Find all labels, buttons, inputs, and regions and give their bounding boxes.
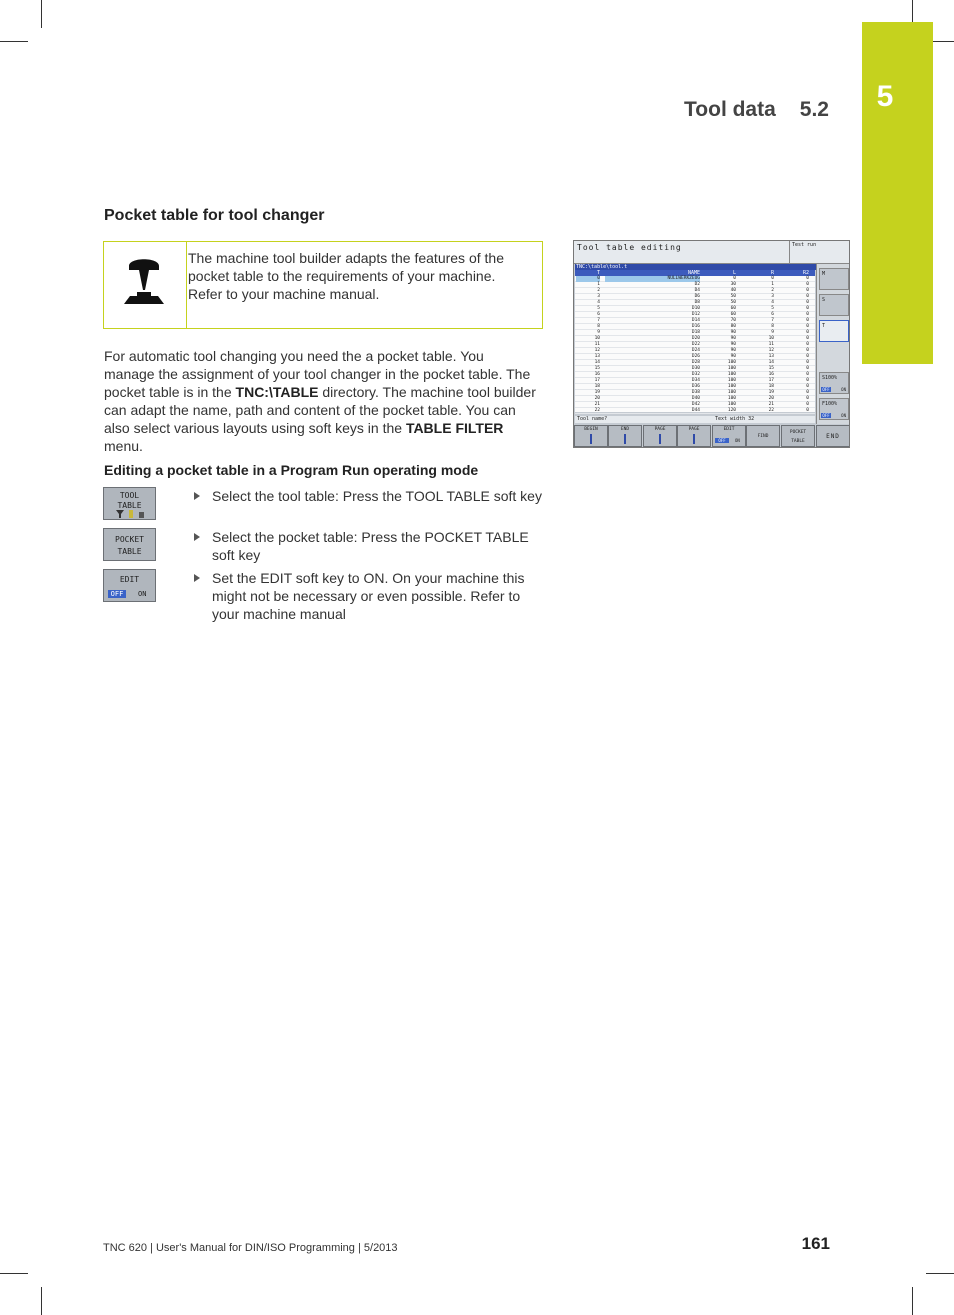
step-text: Select the pocket table: Press the POCKET TABLE soft key: [212, 529, 529, 563]
machine-note: [103, 241, 543, 329]
table-cell: 0: [806, 408, 809, 413]
table-cell: 14: [594, 360, 600, 365]
body-text-2: directory. The machine tool builder can adapt the name, path and content of the pocket table. You can also select various layouts using soft keys in the: [104, 384, 536, 436]
body-text-3: menu.: [104, 438, 143, 454]
table-cell: D42: [691, 402, 700, 407]
table-cell: 0: [806, 336, 809, 341]
table-cell: D14: [691, 318, 700, 323]
table-cell: 4: [597, 300, 600, 305]
table-cell: 10: [768, 336, 774, 341]
table-cell: 90: [730, 354, 736, 359]
table-cell: 0: [806, 288, 809, 293]
table-cell: 0: [806, 312, 809, 317]
table-cell: 0: [733, 276, 736, 281]
table-cell: 0: [806, 342, 809, 347]
table-cell: 0: [806, 354, 809, 359]
table-cell: 70: [730, 318, 736, 323]
table-cell: 60: [730, 306, 736, 311]
table-cell: 80: [730, 324, 736, 329]
table-cell: 7: [771, 318, 774, 323]
table-cell: 0: [806, 330, 809, 335]
step-text: Select the tool table: Press the TOOL TABLE soft key: [212, 488, 542, 504]
table-cell: D36: [691, 384, 700, 389]
end-softkey: [608, 425, 642, 447]
softkey-label: END: [620, 427, 630, 432]
arrow-up-icon: [659, 434, 661, 444]
crop-mark: [912, 1287, 913, 1315]
table-cell: 8: [771, 324, 774, 329]
table-cell: 0: [806, 402, 809, 407]
body-paragraph: [104, 347, 536, 455]
table-cell: 100: [727, 384, 736, 389]
table-cell: D24: [691, 348, 700, 353]
side-spindle: [819, 372, 849, 394]
table-cell: 18: [768, 384, 774, 389]
side-label: S: [822, 297, 826, 303]
note-divider: [186, 242, 187, 328]
table-cell: 40: [730, 288, 736, 293]
table-cell: 0: [806, 384, 809, 389]
on-indicator: ON: [735, 438, 740, 443]
softkey-line-2: TABLE: [117, 501, 142, 510]
table-cell: 11: [594, 342, 600, 347]
table-cell: 19: [594, 390, 600, 395]
table-cell: 12: [594, 348, 600, 353]
table-cell: 22: [594, 408, 600, 413]
begin-softkey: [574, 425, 608, 447]
table-cell: 100: [727, 396, 736, 401]
table-cell: 15: [594, 366, 600, 371]
table-cell: 0: [771, 276, 774, 281]
find-softkey: [746, 425, 780, 447]
page-up-softkey: [643, 425, 677, 447]
table-cell: 11: [768, 342, 774, 347]
arrow-down-icon: [693, 434, 695, 444]
table-cell: 100: [727, 390, 736, 395]
end-key: END: [816, 425, 850, 447]
body-text-1: For automatic tool changing you need the a pocket table. You manage the assignment of your tool changer in the pocket table. The pocket table is in the: [104, 348, 531, 400]
table-cell: 0: [576, 276, 600, 282]
crop-mark: [0, 41, 28, 42]
table-cell: 7: [597, 318, 600, 323]
crop-mark: [41, 0, 42, 28]
step-item: [194, 487, 540, 523]
table-cell: 21: [594, 402, 600, 407]
table-cell: 100: [727, 366, 736, 371]
file-path: TNC:\table\tool.t: [575, 264, 816, 270]
arrow-down-icon: [624, 434, 626, 444]
table-cell: 4: [771, 300, 774, 305]
table-cell: D2: [694, 282, 700, 287]
table-cell: 0: [806, 396, 809, 401]
header-title: Tool data: [684, 98, 776, 121]
table-cell: 6: [771, 312, 774, 317]
table-cell: 20: [768, 396, 774, 401]
running-header: [600, 98, 829, 122]
softkey-label: EDIT: [723, 427, 735, 432]
edit-softkey: [103, 569, 156, 602]
menu-name: TABLE FILTER: [405, 420, 504, 436]
table-cell: 0: [806, 366, 809, 371]
table-cell: D18: [691, 330, 700, 335]
on-indicator: ON: [138, 590, 147, 598]
table-cell: 0: [806, 306, 809, 311]
table-cell: 0: [806, 324, 809, 329]
step-text: Set the EDIT soft key to ON. On your machine this might not be necessary or even possible. Refer to your machine manual: [212, 570, 525, 622]
side-feed: [819, 398, 849, 420]
softkey-line-1: POCKET: [115, 535, 144, 544]
side-t: [819, 320, 849, 342]
table-cell: 9: [771, 330, 774, 335]
off-indicator: OFF: [822, 413, 830, 418]
table-cell: 0: [806, 294, 809, 299]
table-cell: D16: [691, 324, 700, 329]
on-indicator: ON: [841, 387, 846, 392]
screen-title: Tool table editing: [574, 241, 789, 264]
table-cell: 14: [768, 360, 774, 365]
table-cell: 15: [768, 366, 774, 371]
table-cell: 3: [597, 294, 600, 299]
table-cell: D12: [691, 312, 700, 317]
table-cell: NULLWERKZEUG: [605, 276, 700, 282]
table-cell: 100: [727, 402, 736, 407]
table-cell: 100: [727, 372, 736, 377]
table-cell: D10: [691, 306, 700, 311]
status-prompt: Tool name?: [577, 416, 608, 422]
side-label: M: [822, 271, 826, 277]
crop-mark: [41, 1287, 42, 1315]
table-cell: 100: [727, 360, 736, 365]
table-cell: D32: [691, 372, 700, 377]
table-cell: 0: [806, 282, 809, 287]
table-cell: 0: [806, 390, 809, 395]
subsection-title: Editing a pocket table in a Program Run operating mode: [104, 462, 479, 478]
step-bullet-icon: [194, 492, 200, 500]
crop-mark: [926, 1273, 954, 1274]
table-cell: 0: [806, 300, 809, 305]
table-cell: 1: [597, 282, 600, 287]
table-cell: 16: [768, 372, 774, 377]
edit-softkey-screen: [712, 425, 746, 447]
side-label: T: [822, 323, 826, 329]
step-item: [194, 528, 540, 564]
off-indicator: OFF: [108, 590, 126, 598]
table-cell: 12: [768, 348, 774, 353]
header-cell: R2: [802, 270, 809, 276]
table-cell: 9: [597, 330, 600, 335]
table-cell: 0: [806, 378, 809, 383]
section-title: Pocket table for tool changer: [104, 207, 325, 224]
side-m: [819, 268, 849, 290]
side-label: S100%: [822, 375, 838, 381]
table-cell: 8: [597, 324, 600, 329]
table-cell: 90: [730, 330, 736, 335]
table-cell: 50: [730, 300, 736, 305]
tool-table: [575, 270, 815, 412]
step-bullet-icon: [194, 574, 200, 582]
table-row: [575, 408, 815, 414]
chapter-number: 5: [876, 80, 894, 113]
table-cell: 0: [806, 372, 809, 377]
table-cell: 13: [768, 354, 774, 359]
on-indicator: ON: [841, 413, 846, 418]
directory-name: TNC:\TABLE: [235, 384, 319, 400]
pocket-table-softkey: [103, 528, 156, 561]
table-cell: 6: [597, 312, 600, 317]
chapter-tab: [862, 22, 933, 364]
header-cell: NAME: [687, 270, 700, 276]
table-cell: D28: [691, 360, 700, 365]
table-cell: 20: [594, 396, 600, 401]
table-cell: 90: [730, 348, 736, 353]
table-cell: 3: [771, 294, 774, 299]
table-cell: D30: [691, 366, 700, 371]
softkey-line-2: TABLE: [117, 547, 142, 556]
table-cell: 19: [768, 390, 774, 395]
tool-table-softkey: [103, 487, 156, 520]
pocket-table-softkey-screen: [781, 425, 815, 447]
table-cell: 1: [771, 282, 774, 287]
table-cell: 50: [730, 294, 736, 299]
side-panel: [816, 264, 850, 424]
note-text: The machine tool builder adapts the features of the pocket table to the requirements of your machine. Refer to your machine manual.: [188, 250, 504, 302]
table-cell: D4: [694, 288, 700, 293]
table-cell: 13: [594, 354, 600, 359]
table-cell: D40: [691, 396, 700, 401]
softkey-label: PAGE: [654, 427, 666, 432]
table-cell: D20: [691, 336, 700, 341]
softkey-line-1: EDIT: [119, 575, 140, 584]
tool-icon: [114, 509, 148, 519]
table-cell: 21: [768, 402, 774, 407]
table-cell: 2: [597, 288, 600, 293]
table-cell: D38: [691, 390, 700, 395]
table-cell: 0: [806, 276, 809, 281]
screen-mode: Test run: [789, 241, 850, 264]
table-cell: 100: [727, 378, 736, 383]
table-cell: 120: [727, 408, 736, 413]
table-cell: 5: [597, 306, 600, 311]
table-cell: 17: [768, 378, 774, 383]
table-cell: D26: [691, 354, 700, 359]
table-cell: D34: [691, 378, 700, 383]
table-cell: D8: [694, 300, 700, 305]
table-cell: 10: [594, 336, 600, 341]
table-cell: D22: [691, 342, 700, 347]
step-bullet-icon: [194, 533, 200, 541]
header-cell: L: [732, 270, 736, 276]
table-cell: 90: [730, 336, 736, 341]
off-indicator: OFF: [822, 387, 830, 392]
header-cell: R: [770, 270, 774, 276]
header-section: 5.2: [799, 98, 829, 121]
side-label: F100%: [822, 401, 838, 407]
table-cell: 0: [806, 348, 809, 353]
softkey-line-1: TOOL: [119, 491, 140, 500]
table-cell: 90: [730, 342, 736, 347]
off-indicator: OFF: [715, 438, 729, 443]
crop-mark: [0, 1273, 28, 1274]
table-cell: 0: [806, 318, 809, 323]
table-cell: D44: [691, 408, 700, 413]
step-item: [194, 569, 540, 623]
table-cell: 60: [730, 312, 736, 317]
arrow-up-icon: [590, 434, 592, 444]
table-cell: 5: [771, 306, 774, 311]
table-cell: 0: [806, 360, 809, 365]
softkey-label: FIND: [757, 434, 769, 439]
table-cell: 2: [771, 288, 774, 293]
table-cell: 16: [594, 372, 600, 377]
softkey-label: POCKET TABLE: [789, 430, 807, 444]
machine-tool-icon: [122, 252, 166, 308]
tnc-screenshot: [573, 240, 850, 448]
status-width: Text width 32: [715, 416, 755, 422]
softkey-label: BEGIN: [584, 427, 598, 432]
table-cell: 30: [730, 282, 736, 287]
table-cell: 18: [594, 384, 600, 389]
header-cell: T: [596, 270, 600, 276]
table-cell: 17: [594, 378, 600, 383]
page-footer: TNC 620 | User's Manual for DIN/ISO Programming | 5/2013: [103, 1242, 398, 1254]
table-cell: 22: [768, 408, 774, 413]
page-down-softkey: [677, 425, 711, 447]
softkey-label: PAGE: [688, 427, 700, 432]
page-number: 161: [801, 1234, 830, 1253]
table-cell: D6: [694, 294, 700, 299]
side-s: [819, 294, 849, 316]
status-line: [575, 416, 815, 423]
